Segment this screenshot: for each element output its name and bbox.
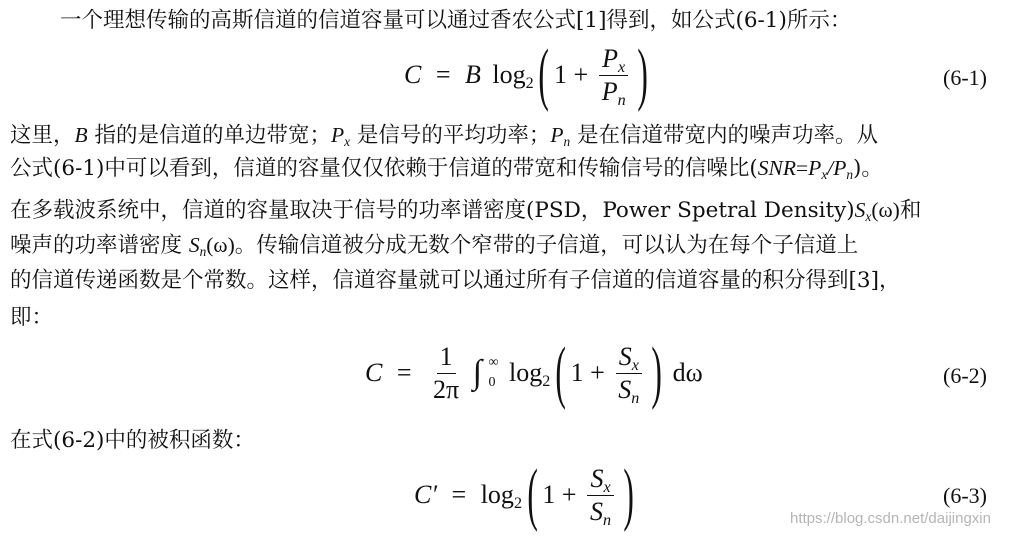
eq1-one-plus: 1 +	[554, 60, 589, 89]
eq2-log: $\log_2$	[508, 358, 551, 390]
para-line-1: 这里，B 指的是信道的单边带宽；$P_x$ 是信号的平均功率；$P_n$ 是在信道带宽内的噪声功率。从	[10, 123, 879, 149]
eq2-right-paren: )	[651, 334, 662, 411]
eq3-tag: (6-3)	[943, 483, 987, 508]
eq1-bandwidth: B	[465, 60, 481, 89]
para-line-2: 公式(6-1)中可以看到，信道的容量仅仅依赖于信道的带宽和传输信号的信噪比$(SNR=P_x/P_n)$。	[10, 156, 883, 182]
eq2-fraction: $\frac{S_x}{S_n}$	[615, 342, 642, 405]
para-line-4: 噪声的功率谱密度 $S_n(\omega)$。传输信道被分成无数个窄带的子信道，可以认为在每个子信道上	[10, 233, 859, 259]
equation-6-3	[414, 456, 634, 533]
eq1-left-paren: (	[538, 36, 550, 113]
equation-6-1	[404, 36, 649, 113]
eq3-lhs: C′	[414, 480, 438, 509]
eq1-log: $\log_2$	[492, 60, 534, 92]
integral-sign: ∫	[472, 354, 482, 391]
intro-text: 一个理想传输的高斯信道的信道容量可以通过香农公式[1]得到，如公式(6-1)所示：	[60, 8, 852, 33]
eq3-left-paren: (	[526, 456, 538, 533]
integral-limits: ∞ 0	[488, 355, 499, 390]
eq2-tag: (6-2)	[943, 363, 987, 388]
eq1-equals: =	[435, 60, 451, 89]
para-line-5: 的信道传递函数是个常数。这样，信道容量就可以通过所有子信道的信道容量的积分得到[3]，	[10, 268, 901, 293]
equation-6-2	[365, 334, 703, 411]
para-line-3: 在多载波系统中，信道的容量取决于信号的功率谱密度(PSD，Power Spetral $Density)S_x(\omega)$和	[10, 198, 922, 224]
eq3-right-paren: )	[622, 456, 634, 533]
eq3-equals: =	[451, 480, 467, 509]
watermark: https://blog.csdn.net/daijingxin	[790, 510, 991, 527]
eq3-fraction: $\frac{S_x}{S_n}$	[587, 464, 614, 527]
mid-line: 在式(6-2)中的被积函数：	[10, 428, 255, 453]
eq3-log: $\log_2$	[480, 480, 522, 512]
eq3-one-plus: 1 +	[542, 480, 577, 509]
eq1-tag: (6-1)	[943, 65, 987, 90]
eq2-equals: =	[396, 358, 412, 387]
para-line-6: 即：	[10, 305, 54, 330]
eq1-right-paren: )	[637, 36, 649, 113]
eq1-denominator: $P_n$	[601, 76, 626, 109]
eq2-lhs: C	[365, 358, 383, 387]
eq2-one-plus: 1 +	[570, 358, 605, 387]
intro-line	[60, 5, 851, 36]
eq1-fraction	[599, 44, 629, 107]
eq1-numerator: $P_x$	[599, 44, 628, 76]
eq2-differential: dω	[672, 358, 703, 387]
eq2-left-paren: (	[555, 334, 566, 411]
eq1-lhs: C	[404, 60, 422, 89]
eq2-prefactor: $\frac{1}{2\pi}$	[433, 341, 460, 404]
